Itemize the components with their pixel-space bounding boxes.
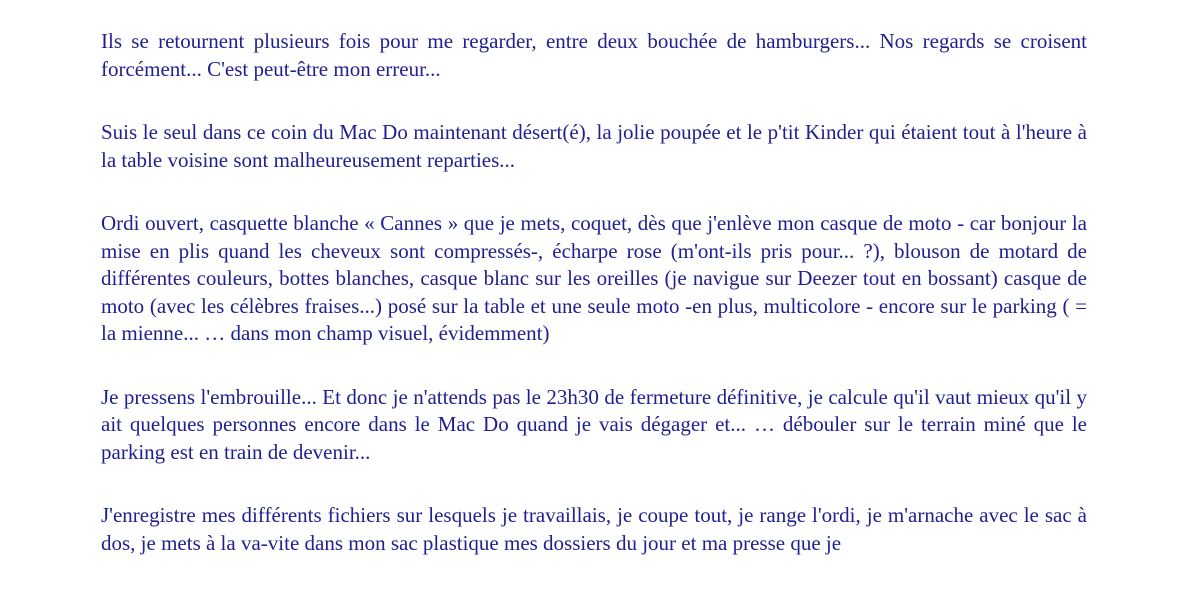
- paragraph-3: Ordi ouvert, casquette blanche « Cannes » que je mets, coquet, dès que j'enlève mon casque de moto - car bonjour la mise en plis quand les cheveux sont compressés-, écharpe rose (m'ont-ils pris pour... ?), blouson de motard de différentes couleurs, bottes blanches, casque blanc sur les oreilles (je navigue sur Deezer tout en bossant) casque de moto (avec les célèbres fraises...) posé sur la table et une seule moto -en plus, multicolore - encore sur le parking ( = la mienne... … dans mon champ visuel, évidemment): [101, 211, 1087, 345]
- paragraph-5: J'enregistre mes différents fichiers sur lesquels je travaillais, je coupe tout, je range l'ordi, je m'arnache avec le sac à dos, je mets à la va-vite dans mon sac plastique mes dossiers du jour et ma presse que je: [101, 503, 1087, 555]
- paragraph-4: Je pressens l'embrouille... Et donc je n'attends pas le 23h30 de fermeture définitive, je calcule qu'il vaut mieux qu'il y ait quelques personnes encore dans le Mac Do quand je vais dégager et... … débouler sur le terrain miné que le parking est en train de devenir...: [101, 384, 1087, 464]
- document-body: [101, 28, 1087, 593]
- paragraph-2: Suis le seul dans ce coin du Mac Do maintenant désert(é), la jolie poupée et le p'tit Kinder qui étaient tout à l'heure à la table voisine sont malheureusement reparties...: [101, 120, 1087, 172]
- paragraph-1: Ils se retournent plusieurs fois pour me regarder, entre deux bouchée de hamburgers... Nos regards se croisent forcément... C'est peut-être mon erreur...: [101, 29, 1087, 81]
